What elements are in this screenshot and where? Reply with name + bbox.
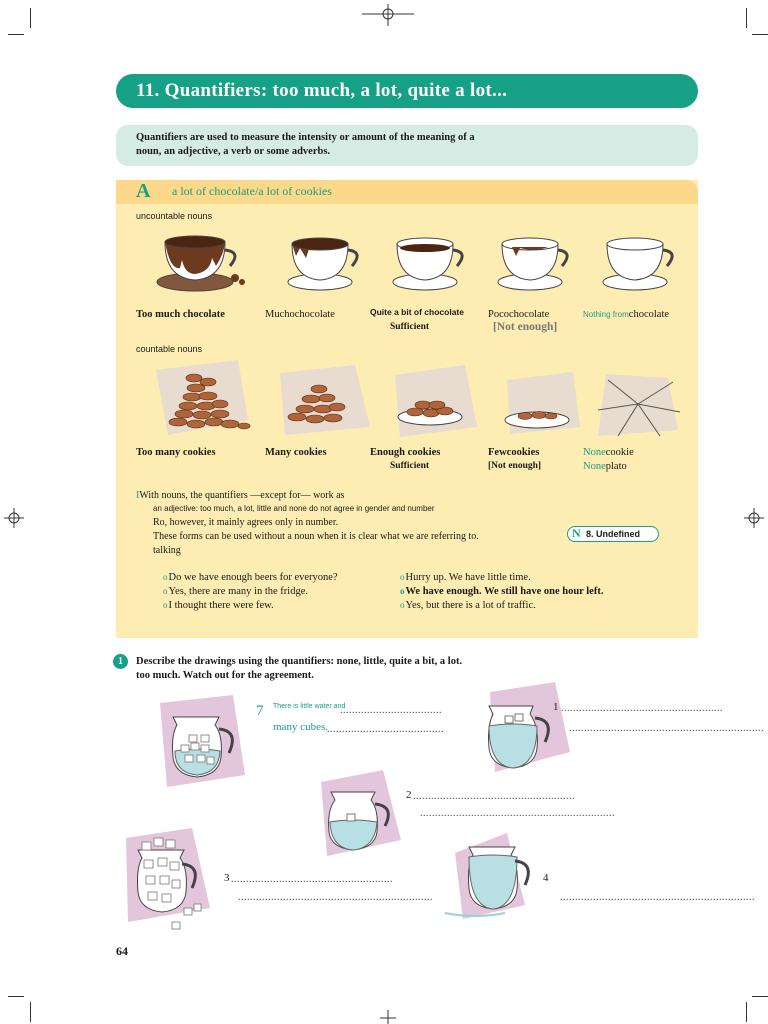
example-text: Do we have enough beers for everyone? [168,572,338,583]
exercise-number-badge: 1 [113,654,128,669]
jug-illustration-1 [475,682,575,777]
example-line [400,586,603,597]
jug-illustration-4 [435,833,545,923]
crop-mark [746,8,747,28]
page-title: 11. Quantifiers: too much, a lot, quite a lot... [116,74,698,108]
cup-illustration-too-much [150,230,260,300]
reference-text: 8. Undefined [586,529,641,539]
caption-word: chocolate [628,309,670,320]
crop-mark [30,8,31,28]
caption-not-enough: [Not enough] [488,461,542,471]
caption-prefix: None [583,461,606,472]
caption-many-cookies: Many cookies [265,447,327,458]
caption-much-chocolate: Muchochocolate [265,309,335,320]
jug-illustration-example [155,695,255,790]
section-heading: a lot of chocolate/a lot of cookies [172,184,332,198]
example-line [163,600,274,611]
caption-too-many-cookies: Too many cookies [136,447,216,458]
note-line [136,490,344,501]
item-number: 1 [553,701,559,713]
caption-few-cookies: Fewcookies [488,447,540,458]
item-number: 3 [224,872,230,884]
crop-mark [752,34,768,35]
page-number: 64 [116,944,128,958]
jug-illustration-2 [313,770,413,865]
caption-prefix: None [583,447,606,458]
example-text: I thought there were few. [168,600,274,611]
crop-mark [746,1002,747,1022]
answer-line[interactable]: ................................................................. [238,892,433,903]
bullet-icon: o [163,586,168,596]
intro-text: Quantifiers are used to measure the intensity or amount of the meaning of a [136,132,475,143]
caption-too-much-chocolate: Too much chocolate [136,309,225,320]
instruction-line: too much. Watch out for the agreement. [136,670,314,681]
answer-line[interactable]: ................................................................. [420,808,615,819]
reference-tag[interactable] [567,526,659,542]
answer-line[interactable]: .................................. [340,705,442,716]
example-line [400,572,531,583]
note-line: Ro, however, it mainly agrees only in number. [153,517,339,528]
note-line: an adjective: too much, a lot, little and none do not agree in gender and number [153,504,435,513]
note-line: These forms can be used without a noun when it is clear what we are referring to. [153,531,479,542]
note-text: With nouns, the quantifiers —except for— work as [139,490,345,501]
example-line [400,600,536,611]
intro-box [116,125,698,166]
caption-quite-a-bit: Quite a bit of chocolate [370,307,464,317]
example-answer-line2: many cubes. [273,721,328,733]
crop-mark [30,1002,31,1022]
caption-sufficient: Sufficient [390,461,430,471]
caption-enough-cookies: Enough cookies [370,447,441,458]
bullet-icon: o [400,600,405,610]
crop-mark [752,996,768,997]
answer-line[interactable]: ...................................................... [231,874,393,885]
cup-illustration-little [490,230,600,300]
crop-mark [8,996,24,997]
example-answer-line1: There is little water and [273,703,346,710]
example-text: We have enough. We still have one hour left. [405,586,604,597]
bullet-icon: o [163,572,168,582]
caption-prefix: Nothing from [583,310,629,319]
answer-line[interactable]: ...................................................... [413,791,575,802]
cookies-illustration-none [588,370,688,450]
intro-text: noun, an adjective, a verb or some adverbs. [136,146,331,157]
reference-letter: N [572,526,581,540]
crop-mark [8,34,24,35]
answer-line[interactable]: ...................................................... [561,703,723,714]
cookies-illustration-enough [385,365,485,445]
bullet-icon: o [400,586,405,596]
cup-illustration-quite-a-bit [385,230,495,300]
jug-illustration-3 [118,828,218,933]
example-number: 7 [256,703,264,719]
countable-label: countable nouns [136,344,203,354]
caption-sufficient: Sufficient [390,322,430,332]
cookies-illustration-too-many [148,360,258,440]
example-line [163,572,338,583]
cup-illustration-much [280,230,390,300]
answer-line[interactable]: ................................................................. [569,723,764,734]
note-marker: I [136,490,140,501]
bullet-icon: o [400,572,405,582]
caption-nothing-chocolate [583,309,669,320]
caption-not-enough: [Not enough] [493,321,558,333]
answer-line[interactable]: ....................................... [327,724,444,735]
caption-word: cookie [605,447,634,458]
note-line: talking [153,545,181,556]
answer-line[interactable]: ................................................................. [560,892,755,903]
cookies-illustration-few [495,372,595,452]
uncountable-label: uncountable nouns [136,211,213,221]
example-line [163,586,308,597]
instruction-line: Describe the drawings using the quantifiers: none, little, quite a bit, a lot. [136,656,463,667]
item-number: 4 [543,872,549,884]
caption-none-plato [583,461,627,472]
cookies-illustration-many [275,365,375,445]
cup-illustration-none [595,230,705,300]
caption-poco-chocolate: Pocochocolate [488,309,550,320]
example-text: Hurry up. We have little time. [405,572,531,583]
item-number: 2 [406,789,412,801]
bullet-icon: o [163,600,168,610]
section-letter: A [136,180,151,202]
caption-word: plato [605,461,627,472]
example-text: Yes, there are many in the fridge. [168,586,308,597]
caption-none-cookie [583,447,634,458]
exercise-instruction [136,655,462,683]
example-text: Yes, but there is a lot of traffic. [405,600,536,611]
